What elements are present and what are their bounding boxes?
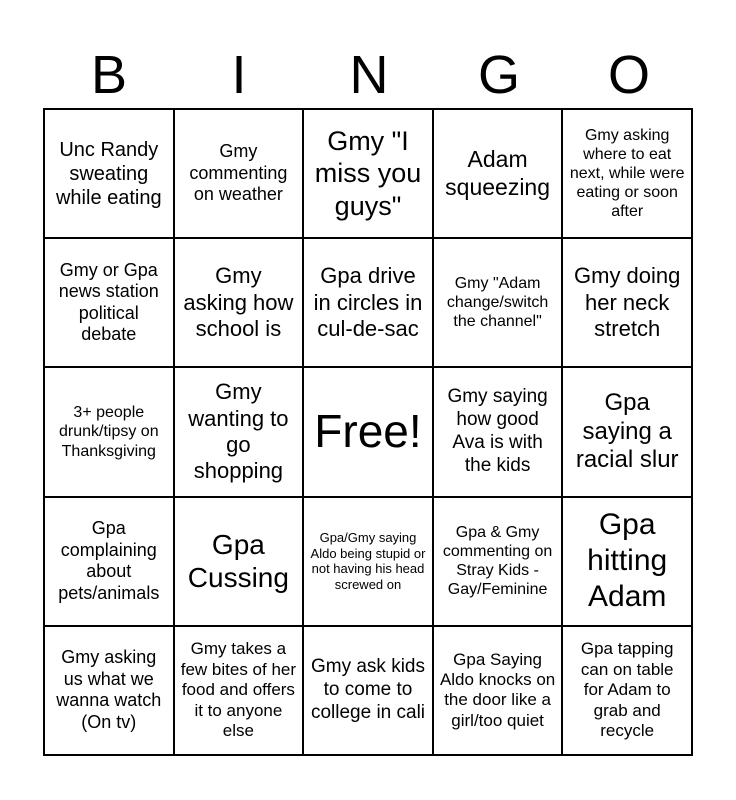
bingo-cell[interactable]: Gpa drive in circles in cul-de-sac [303, 238, 433, 367]
bingo-cell[interactable]: Gmy or Gpa news station political debate [44, 238, 174, 367]
bingo-cell[interactable]: Gmy asking us what we wanna watch (On tv) [44, 626, 174, 755]
bingo-cell[interactable]: Gpa saying a racial slur [562, 367, 692, 496]
bingo-cell[interactable]: Adam squeezing [433, 109, 563, 238]
header-letter-g: G [477, 45, 520, 105]
bingo-cell[interactable]: Gmy wanting to go shopping [174, 367, 304, 496]
bingo-cell[interactable]: Gmy "I miss you guys" [303, 109, 433, 238]
bingo-header [44, 44, 694, 106]
bingo-cell[interactable]: Gmy commenting on weather [174, 109, 304, 238]
bingo-cell[interactable]: Gmy asking where to eat next, while were eating or soon after [562, 109, 692, 238]
bingo-cell[interactable]: Gpa & Gmy commenting on Stray Kids - Gay/Feminine [433, 497, 563, 626]
bingo-cell[interactable]: Gmy saying how good Ava is with the kids [433, 367, 563, 496]
bingo-cell[interactable]: Gmy asking how school is [174, 238, 304, 367]
bingo-cell[interactable]: Gmy "Adam change/switch the channel" [433, 238, 563, 367]
bingo-cell[interactable]: Gpa hitting Adam [562, 497, 692, 626]
bingo-cell[interactable]: Gpa Saying Aldo knocks on the door like a girl/too quiet [433, 626, 563, 755]
bingo-cell[interactable]: Gmy takes a few bites of her food and offers it to anyone else [174, 626, 304, 755]
free-space[interactable]: Free! [303, 367, 433, 496]
bingo-cell[interactable]: Gpa Cussing [174, 497, 304, 626]
bingo-cell[interactable]: Gpa complaining about pets/animals [44, 497, 174, 626]
bingo-cell[interactable]: Gmy doing her neck stretch [562, 238, 692, 367]
header-letter-b: B [90, 45, 128, 105]
bingo-cell[interactable]: Unc Randy sweating while eating [44, 109, 174, 238]
header-letter-o: O [607, 45, 650, 105]
bingo-cell[interactable]: Gpa tapping can on table for Adam to grab and recycle [562, 626, 692, 755]
bingo-grid [43, 108, 693, 756]
bingo-cell[interactable]: 3+ people drunk/tipsy on Thanksgiving [44, 367, 174, 496]
header-letter-n: N [349, 45, 389, 105]
bingo-cell[interactable]: Gmy ask kids to come to college in cali [303, 626, 433, 755]
bingo-cell[interactable]: Gpa/Gmy saying Aldo being stupid or not having his head screwed on [303, 497, 433, 626]
header-letter-i: I [231, 45, 247, 105]
